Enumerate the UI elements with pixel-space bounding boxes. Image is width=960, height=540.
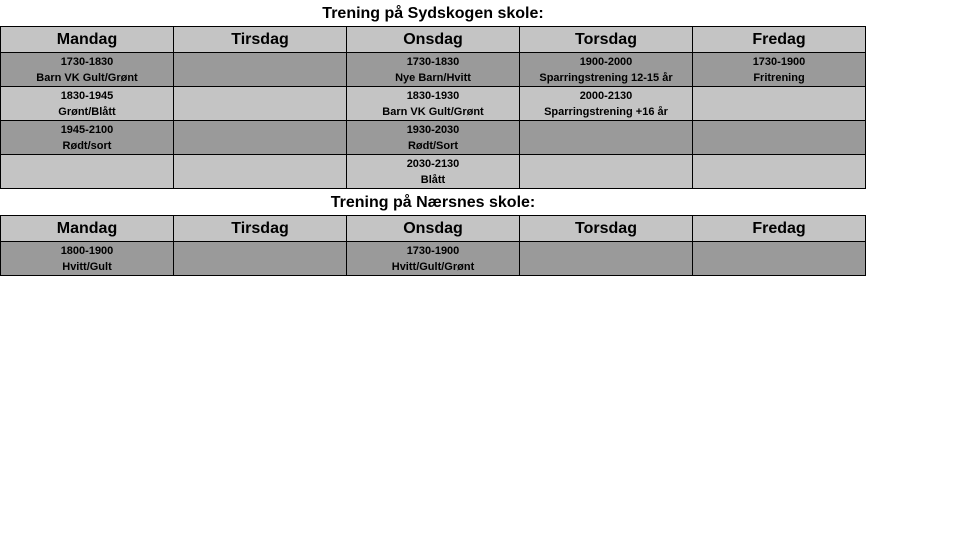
table-row xyxy=(1,87,866,121)
day-header-mandag[interactable]: Mandag xyxy=(1,27,174,53)
naersnes-title: Trening på Nærsnes skole: xyxy=(0,189,866,215)
schedule-cell[interactable] xyxy=(174,53,347,87)
cell-time: 1830-1945 xyxy=(60,89,114,102)
schedule-sheet xyxy=(0,0,866,276)
schedule-cell[interactable] xyxy=(693,87,866,121)
schedule-cell[interactable] xyxy=(1,242,174,276)
schedule-cell[interactable] xyxy=(347,53,520,87)
cell-time: 1800-1900 xyxy=(60,244,114,257)
schedule-cell[interactable] xyxy=(174,121,347,155)
table-row xyxy=(1,155,866,189)
schedule-cell[interactable] xyxy=(1,53,174,87)
schedule-cell[interactable] xyxy=(693,242,866,276)
cell-time: 2030-2130 xyxy=(406,157,460,170)
cell-time: 1730-1830 xyxy=(60,55,114,68)
schedule-cell[interactable] xyxy=(347,121,520,155)
cell-group: Hvitt/Gult/Grønt xyxy=(391,260,475,273)
cell-group: Nye Barn/Hvitt xyxy=(395,71,471,84)
schedule-cell[interactable] xyxy=(347,87,520,121)
naersnes-header-row xyxy=(1,216,866,242)
cell-group: Sparringstrening +16 år xyxy=(544,105,668,118)
schedule-cell[interactable] xyxy=(174,87,347,121)
schedule-cell[interactable] xyxy=(520,242,693,276)
sydskogen-title: Trening på Sydskogen skole: xyxy=(0,0,866,26)
schedule-cell[interactable] xyxy=(520,155,693,189)
schedule-cell[interactable] xyxy=(693,155,866,189)
cell-group: Barn VK Gult/Grønt xyxy=(36,71,138,84)
day-header-onsdag[interactable]: Onsdag xyxy=(347,27,520,53)
schedule-cell[interactable] xyxy=(1,87,174,121)
naersnes-body xyxy=(1,242,866,276)
table-row xyxy=(1,53,866,87)
day-header-torsdag[interactable]: Torsdag xyxy=(520,216,693,242)
schedule-cell[interactable] xyxy=(347,155,520,189)
cell-time: 1945-2100 xyxy=(60,123,114,136)
cell-time: 1930-2030 xyxy=(406,123,460,136)
cell-group: Sparringstrening 12-15 år xyxy=(539,71,673,84)
schedule-cell[interactable] xyxy=(520,121,693,155)
schedule-cell[interactable] xyxy=(1,155,174,189)
day-header-tirsdag[interactable]: Tirsdag xyxy=(174,27,347,53)
day-header-mandag[interactable]: Mandag xyxy=(1,216,174,242)
day-header-tirsdag[interactable]: Tirsdag xyxy=(174,216,347,242)
sydskogen-body xyxy=(1,53,866,189)
day-header-onsdag[interactable]: Onsdag xyxy=(347,216,520,242)
cell-time: 2000-2130 xyxy=(579,89,633,102)
cell-group: Rødt/sort xyxy=(62,139,112,152)
sydskogen-header-row xyxy=(1,27,866,53)
schedule-cell[interactable] xyxy=(1,121,174,155)
cell-group: Rødt/Sort xyxy=(407,139,459,152)
schedule-cell[interactable] xyxy=(520,87,693,121)
cell-group: Barn VK Gult/Grønt xyxy=(382,105,484,118)
schedule-cell[interactable] xyxy=(174,242,347,276)
cell-group: Fritrening xyxy=(753,71,805,84)
day-header-fredag[interactable]: Fredag xyxy=(693,27,866,53)
table-row xyxy=(1,242,866,276)
cell-group: Blått xyxy=(420,173,446,186)
cell-time: 1830-1930 xyxy=(406,89,460,102)
schedule-cell[interactable] xyxy=(693,53,866,87)
table-row xyxy=(1,121,866,155)
cell-time: 1900-2000 xyxy=(579,55,633,68)
schedule-cell[interactable] xyxy=(693,121,866,155)
cell-time: 1730-1830 xyxy=(406,55,460,68)
sydskogen-table xyxy=(0,26,866,189)
cell-time: 1730-1900 xyxy=(406,244,460,257)
schedule-cell[interactable] xyxy=(347,242,520,276)
cell-time: 1730-1900 xyxy=(752,55,806,68)
day-header-torsdag[interactable]: Torsdag xyxy=(520,27,693,53)
schedule-cell[interactable] xyxy=(174,155,347,189)
schedule-cell[interactable] xyxy=(520,53,693,87)
cell-group: Hvitt/Gult xyxy=(62,260,112,273)
day-header-fredag[interactable]: Fredag xyxy=(693,216,866,242)
naersnes-table xyxy=(0,215,866,276)
cell-group: Grønt/Blått xyxy=(58,105,116,118)
